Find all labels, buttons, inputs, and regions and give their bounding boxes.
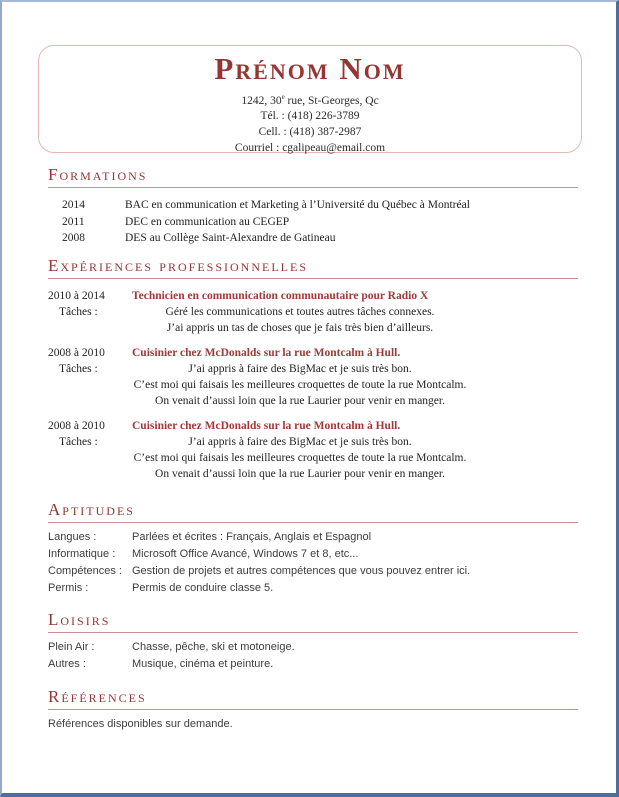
formation-year: 2014 (62, 199, 85, 211)
job-entry (48, 345, 578, 409)
job-entry (48, 418, 578, 482)
job-tasks-label: Tâches : (59, 305, 98, 318)
aptitudes-heading: Aptitudes (48, 501, 578, 523)
job-period: 2008 à 2010 (48, 419, 105, 432)
phone-line: Tél. : (418) 226-3789 (260, 110, 360, 123)
job-right-column (132, 345, 578, 409)
formation-row (48, 214, 578, 231)
loisir-value: Chasse, pêche, ski et motoneige. (132, 640, 295, 653)
formation-year: 2008 (62, 232, 85, 244)
section-loisirs (48, 611, 578, 674)
jobs-list (48, 288, 578, 482)
job-task-line: On venait d’aussi loin que la rue Laurier pour venir en manger. (155, 394, 445, 407)
job-tasks (132, 304, 468, 336)
job-task-line: C’est moi qui faisais les meilleures croquettes de toute la rue Montcalm. (133, 378, 467, 391)
aptitude-row (48, 546, 578, 563)
section-references (48, 688, 578, 730)
cell-line: Cell. : (418) 387-2987 (258, 126, 362, 139)
section-experiences (48, 257, 578, 482)
aptitude-row (48, 529, 578, 546)
formation-row (48, 230, 578, 247)
loisirs-heading: Loisirs (48, 611, 578, 633)
address-text: 1242, 30 (241, 94, 282, 107)
job-period: 2008 à 2010 (48, 346, 105, 359)
aptitude-row (48, 563, 578, 580)
job-right-column (132, 288, 578, 336)
header-box (38, 45, 582, 153)
aptitude-value: Parlées et écrites : Français, Anglais et Espagnol (132, 530, 372, 543)
loisir-row (48, 656, 578, 673)
formation-text: DEC en communication au CEGEP (125, 215, 290, 228)
job-task-line: J’ai appris à faire des BigMac et je suis très bon. (188, 435, 412, 448)
job-task-line: Géré les communications et toutes autres tâches connexes. (165, 305, 435, 318)
formations-list (48, 197, 578, 247)
aptitude-label: Permis : (48, 582, 89, 595)
contact-block (39, 90, 581, 156)
job-title: Technicien en communication communautaire pour Radio X (132, 289, 429, 302)
formations-heading: Formations (48, 166, 578, 188)
aptitude-label: Informatique : (48, 547, 116, 560)
job-task-line: J’ai appris à faire des BigMac et je suis très bon. (188, 362, 412, 375)
references-heading: Références (48, 688, 578, 710)
aptitude-value: Microsoft Office Avancé, Windows 7 et 8, etc... (132, 547, 359, 560)
loisirs-list (48, 639, 578, 674)
experiences-heading: Expériences professionnelles (48, 257, 578, 279)
job-period: 2010 à 2014 (48, 289, 105, 302)
aptitude-label: Compétences : (48, 565, 122, 578)
aptitude-label: Langues : (48, 530, 97, 543)
references-note: Références disponibles sur demande. (48, 718, 233, 731)
aptitude-row (48, 580, 578, 597)
aptitudes-list (48, 529, 578, 598)
job-title: Cuisinier chez McDonalds sur la rue Montcalm à Hull. (132, 346, 401, 359)
name-title: Prénom Nom (214, 51, 406, 86)
job-tasks (132, 434, 468, 482)
formation-row (48, 197, 578, 214)
job-task-line: On venait d’aussi loin que la rue Laurier pour venir en manger. (155, 467, 445, 480)
job-left-column (48, 418, 132, 482)
loisir-row (48, 639, 578, 656)
address-line (39, 90, 581, 109)
job-right-column (132, 418, 578, 482)
job-entry (48, 288, 578, 336)
job-tasks-label: Tâches : (59, 362, 98, 375)
aptitude-value: Permis de conduire classe 5. (132, 582, 274, 595)
formation-text: DES au Collège Saint-Alexandre de Gatineau (125, 232, 336, 244)
job-task-line: J’ai appris un tas de choses que je fais très bien d’ailleurs. (166, 321, 434, 334)
loisir-label: Autres : (48, 657, 86, 670)
job-tasks-label: Tâches : (59, 435, 98, 448)
formation-text: BAC en communication et Marketing à l’Université du Québec à Montréal (125, 199, 470, 211)
email-line: Courriel : cgalipeau@email.com (234, 141, 386, 154)
loisir-label: Plein Air : (48, 640, 95, 653)
job-left-column (48, 288, 132, 336)
job-left-column (48, 345, 132, 409)
job-tasks (132, 361, 468, 409)
section-formations (48, 166, 578, 247)
address-ordinal: e (281, 93, 285, 101)
job-task-line: C’est moi qui faisais les meilleures croquettes de toute la rue Montcalm. (133, 451, 467, 464)
loisir-value: Musique, cinéma et peinture. (132, 657, 274, 670)
address-text-rest: rue, St-Georges, Qc (284, 94, 379, 107)
job-title: Cuisinier chez McDonalds sur la rue Montcalm à Hull. (132, 419, 401, 432)
aptitude-value: Gestion de projets et autres compétences que vous pouvez entrer ici. (132, 565, 471, 578)
formation-year: 2011 (62, 215, 85, 228)
section-aptitudes (48, 501, 578, 598)
